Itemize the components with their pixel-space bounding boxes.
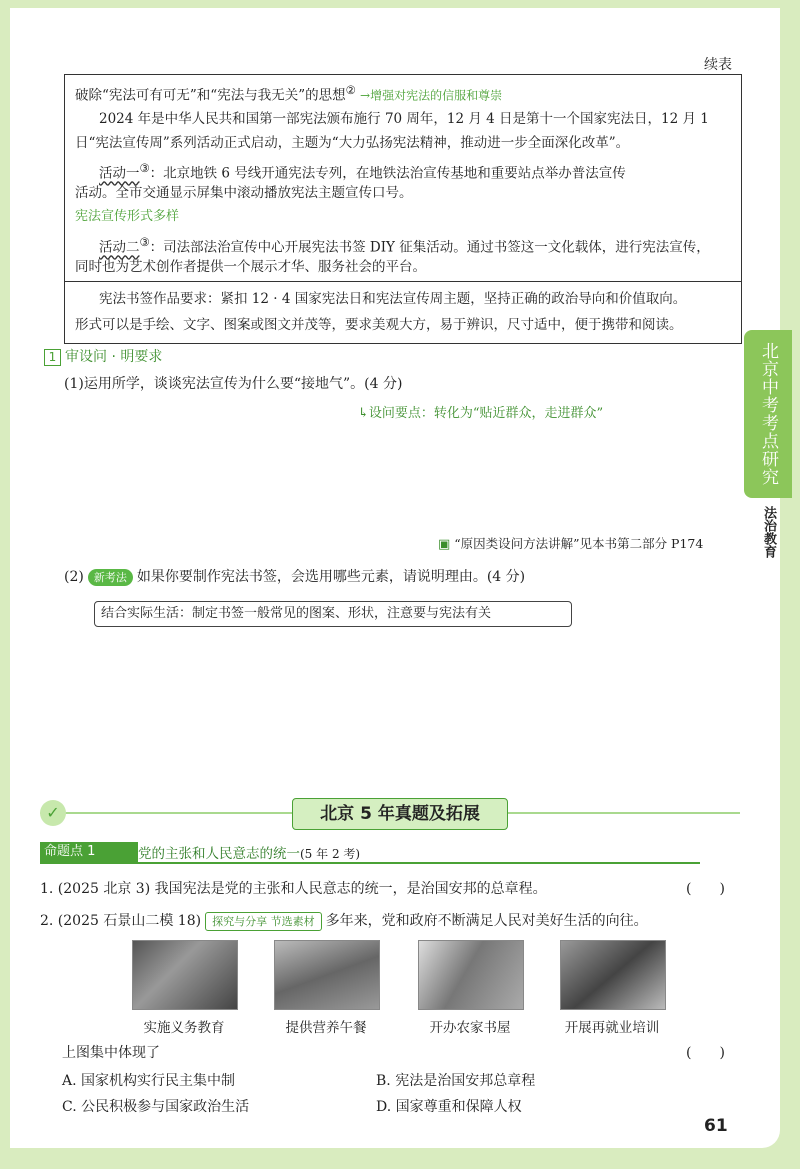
caption-4: 开展再就业培训 <box>564 1020 660 1036</box>
caption-1: 实施义务教育 <box>143 1020 225 1036</box>
option-c[interactable]: C. 公民积极参与国家政治生活 <box>62 1099 250 1115</box>
photo-reemployment-training <box>560 940 666 1010</box>
activity2 <box>99 233 710 258</box>
line1-note: →增强对宪法的信服和尊崇 <box>360 88 503 103</box>
photo-compulsory-education <box>132 940 238 1010</box>
activity2-b: 同时也为艺术创作者提供一个展示才华、服务社会的平台。 <box>75 259 426 275</box>
act2-sup: ③ <box>139 236 150 249</box>
mcq-2-bracket[interactable]: ( ) <box>686 1045 725 1061</box>
line1-sup: ② <box>345 84 356 97</box>
caption-2: 提供营养午餐 <box>285 1020 367 1036</box>
section1-heading <box>44 346 162 366</box>
act2-text: ：司法部法治宣传中心开展宪法书签 DIY 征集活动。通过书签这一文化载体，进行宪法宣传， <box>149 239 710 256</box>
activity1 <box>99 159 626 184</box>
mcq-2-stem: 上图集中体现了 <box>62 1045 160 1061</box>
act1-label: 活动一 <box>99 165 140 182</box>
material-box <box>64 74 742 344</box>
option-d[interactable]: D. 国家尊重和保障人权 <box>376 1099 522 1115</box>
section2-title: 北京 5 年真题及拓展 <box>292 798 508 830</box>
section1-title: 审设问 · 明要求 <box>65 349 163 365</box>
caption-3: 开办农家书屋 <box>429 1020 511 1036</box>
side-tab-research[interactable]: 北京中考考点研究 <box>744 330 792 498</box>
para1-b: 日“宪法宣传周”系列活动正式启动，主题为“大力弘扬宪法精神，推动进一步全面深化改革”。 <box>75 135 630 151</box>
point-label: 命题点 1 <box>40 842 138 862</box>
act2-label: 活动二 <box>99 239 140 256</box>
material-line1 <box>75 81 502 106</box>
continued-label: 续表 <box>704 57 732 73</box>
page-number: 61 <box>704 1116 728 1136</box>
point-title: 党的主张和人民意志的统一(5 年 2 考) <box>138 846 361 862</box>
photo-farmer-library <box>418 940 524 1010</box>
check-icon: ✓ <box>40 800 66 826</box>
act1-text: ：北京地铁 6 号线开通宪法专列，在地铁法治宣传基地和重要站点举办普法宣传 <box>149 165 626 182</box>
mcq-1-bracket[interactable]: ( ) <box>686 881 725 897</box>
photo-nutrition-lunch <box>274 940 380 1010</box>
mcq-2: 2. (2025 石景山二模 18) 探究与分享 节选素材 多年来，党和政府不断满足人民对美好生活的向往。 <box>40 913 648 929</box>
line1-text: 破除“宪法可有可无”和“宪法与我无关”的思想 <box>75 87 346 104</box>
mcq-1: 1. (2025 北京 3) 我国宪法是党的主张和人民意志的统一，是治国安邦的总章程。 <box>40 881 547 897</box>
book-icon: ▣ <box>438 537 451 552</box>
section1-num: 1 <box>44 349 61 366</box>
new-method-badge: 新考法 <box>88 569 133 586</box>
form-note: 宪法宣传形式多样 <box>75 209 180 224</box>
q1-note: ↳设问要点：转化为“贴近群众，走进群众” <box>358 406 604 421</box>
point-underline <box>40 862 700 864</box>
activity1-b: 活动。全市交通显示屏集中滚动播放宪法主题宣传口号。 <box>75 185 413 201</box>
option-b[interactable]: B. 宪法是治国安邦总章程 <box>376 1073 536 1089</box>
box-divider <box>65 281 741 282</box>
para1-a: 2024 年是中华人民共和国第一部宪法颁布施行 70 周年，12 月 4 日是第十一个国家宪法日，12 月 1 <box>99 111 709 127</box>
act1-sup: ③ <box>139 162 150 175</box>
method-reference: ▣ “原因类设问方法讲解”见本书第二部分 P174 <box>438 536 704 552</box>
q2-tip: 结合实际生活：制定书签一般常见的图案、形状，注意要与宪法有关 <box>94 601 572 627</box>
req-b: 形式可以是手绘、文字、图案或图文并茂等，要求美观大方，易于辨识，尺寸适中，便于携带和阅读。 <box>75 317 683 333</box>
option-a[interactable]: A. 国家机构实行民主集中制 <box>62 1073 236 1089</box>
material-badge: 探究与分享 节选素材 <box>205 912 322 931</box>
question-1: (1)运用所学，谈谈宪法宣传为什么要“接地气”。(4 分) <box>64 376 403 392</box>
side-tab-law[interactable]: 法治教育 <box>761 506 776 558</box>
question-2: (2) 新考法 如果你要制作宪法书签，会选用哪些元素，请说明理由。(4 分) <box>64 569 526 585</box>
req-a: 宪法书签作品要求：紧扣 12 · 4 国家宪法日和宪法宣传周主题，坚持正确的政治导向和价值取向。 <box>99 291 687 307</box>
